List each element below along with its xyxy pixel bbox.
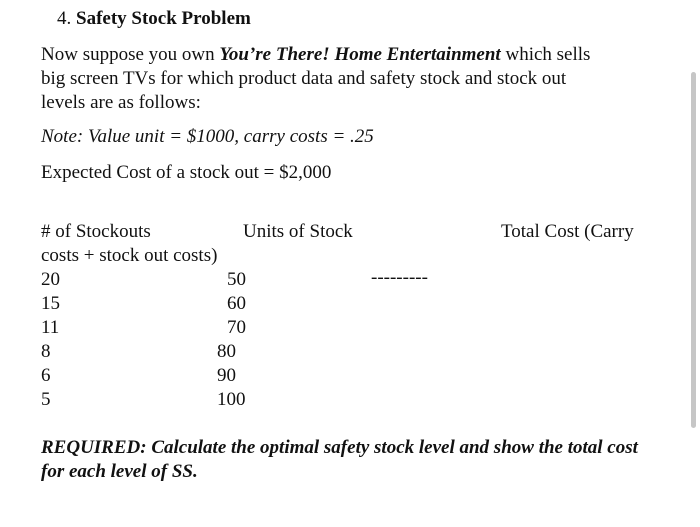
intro-line-1 xyxy=(41,43,590,67)
table-row-units: 70 xyxy=(227,317,246,338)
total-cost-placeholder: --------- xyxy=(371,267,428,288)
header-total-cost: Total Cost (Carry xyxy=(501,221,634,242)
header-units-of-stock: Units of Stock xyxy=(243,221,353,242)
intro-paragraph xyxy=(41,43,590,115)
intro-line-3: levels are as follows: xyxy=(41,92,201,113)
table-row-stockouts: 6 xyxy=(41,365,51,386)
table-row-units: 90 xyxy=(217,365,236,386)
intro-line-2: big screen TVs for which product data and safety stock and stock out xyxy=(41,68,567,89)
table-row-stockouts: 15 xyxy=(41,293,60,314)
header-total-cost-continued: costs + stock out costs) xyxy=(41,245,218,266)
problem-number: 4. xyxy=(57,8,72,29)
problem-title-text: Safety Stock Problem xyxy=(76,8,251,29)
table-row-stockouts: 11 xyxy=(41,317,60,338)
intro-line-1-pre: Now suppose you own xyxy=(41,44,220,65)
vertical-scrollbar[interactable] xyxy=(691,72,696,428)
problem-title xyxy=(57,7,251,31)
table-row-units: 50 xyxy=(227,269,246,290)
table-row-stockouts: 5 xyxy=(41,389,51,410)
intro-line-1-post: which sells xyxy=(500,44,591,65)
table-row-units: 60 xyxy=(227,293,246,314)
note-text: Note: Value unit = $1000, carry costs = .25 xyxy=(41,126,374,147)
expected-cost-text: Expected Cost of a stock out = $2,000 xyxy=(41,162,332,183)
header-stockouts: # of Stockouts xyxy=(41,221,151,242)
table-row-units: 80 xyxy=(217,341,236,362)
table-row-stockouts: 8 xyxy=(41,341,51,362)
table-row-units: 100 xyxy=(217,389,246,410)
table-row-stockouts: 20 xyxy=(41,269,60,290)
company-name: You’re There! Home Entertainment xyxy=(219,44,501,65)
required-instructions: REQUIRED: Calculate the optimal safety stock level and show the total cost for each level of SS. xyxy=(41,437,638,482)
